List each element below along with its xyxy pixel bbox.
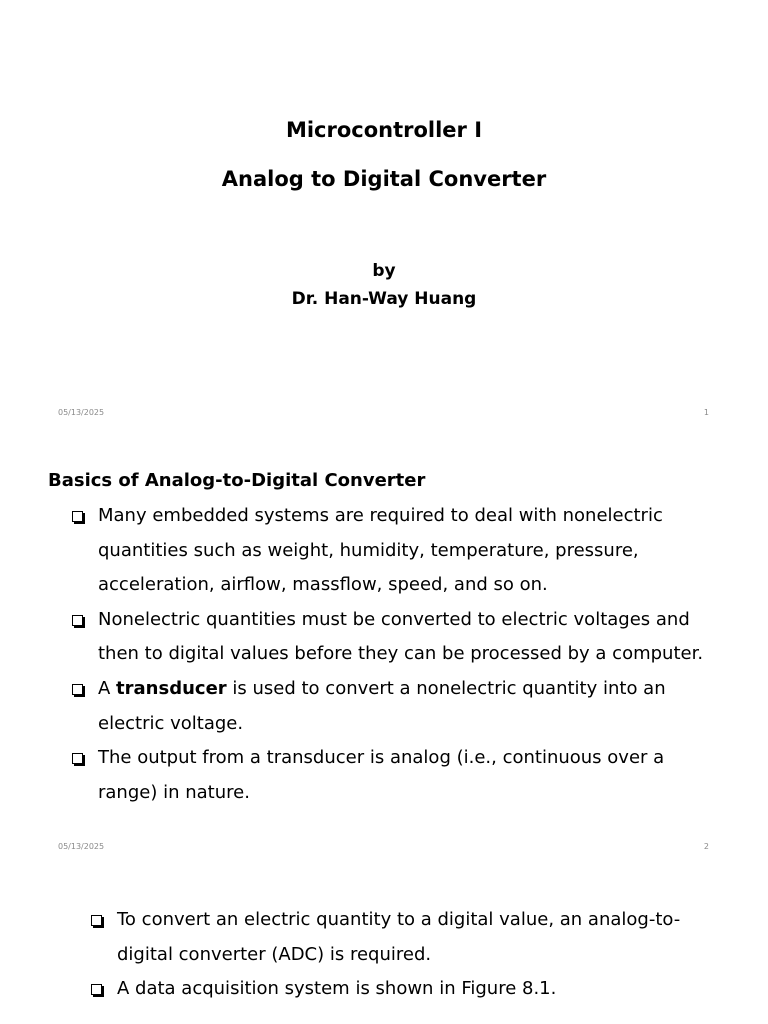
bullet-text-pre: A: [98, 677, 117, 699]
bullet-list: [117, 903, 707, 1007]
byline-by: by: [372, 261, 396, 281]
page-number: 2: [703, 842, 709, 851]
list-item: [117, 903, 707, 972]
list-item: [117, 972, 707, 1007]
checkbox-bullet-icon: [89, 911, 105, 927]
footer-date: 05/13/2025: [58, 408, 105, 417]
author-name: Dr. Han-Way Huang: [291, 289, 477, 309]
list-item: [98, 741, 718, 810]
bullet-text: To convert an electric quantity to a digital value, an analog-to-digital converter (ADC) is required.: [117, 909, 681, 965]
bullet-text: The output from a transducer is analog (i.e., continuous over a range) in nature.: [98, 747, 665, 803]
slide-title: Microcontroller I: [285, 118, 483, 142]
checkbox-bullet-icon: [70, 611, 86, 627]
list-item: [98, 672, 718, 741]
list-item: [98, 603, 718, 672]
slide-heading: Basics of Analog-to-Digital Converter: [48, 470, 426, 491]
page-number: 1: [703, 408, 709, 417]
slide-3: [0, 868, 768, 1024]
slide-2: [0, 434, 768, 868]
checkbox-bullet-icon: [70, 507, 86, 523]
bullet-text: Nonelectric quantities must be converted to electric voltages and then to digital values before they can be processed by a computer.: [98, 608, 704, 665]
bullet-text: Many embedded systems are required to deal with nonelectric quantities such as weight, humidity, temperature, pressure, acceleration, airflow, massflow, speed, and so on.: [98, 505, 663, 596]
list-item: [98, 499, 718, 603]
checkbox-bullet-icon: [89, 980, 105, 996]
bullet-text-bold: transducer: [116, 677, 227, 699]
checkbox-bullet-icon: [70, 680, 86, 696]
slide-1: [0, 0, 768, 434]
bullet-text: A data acquisition system is shown in Figure 8.1.: [117, 978, 557, 1000]
bullet-list: [98, 499, 718, 810]
bullet-text-post: is used to convert a nonelectric quantity into an electric voltage.: [98, 677, 666, 734]
slide-subtitle: Analog to Digital Converter: [221, 167, 547, 191]
checkbox-bullet-icon: [70, 749, 86, 765]
footer-date: 05/13/2025: [58, 842, 105, 851]
